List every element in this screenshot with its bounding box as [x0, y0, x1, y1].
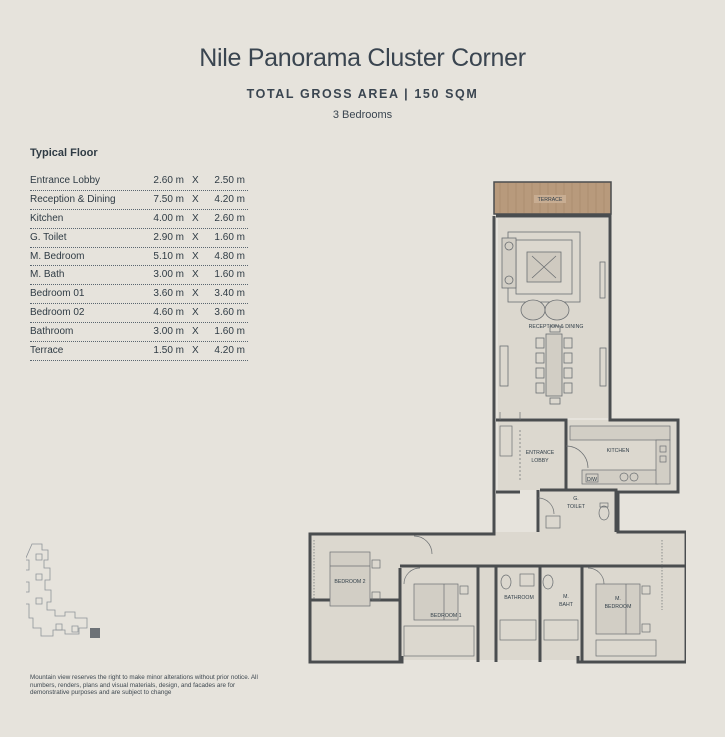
- room-width: 2.60 m: [153, 175, 184, 186]
- room-row: [30, 323, 248, 342]
- times-sign: X: [192, 345, 199, 357]
- room-length: 4.80 m: [214, 250, 245, 262]
- room-row: [30, 191, 248, 210]
- room-length: 3.40 m: [214, 288, 245, 300]
- times-sign: X: [192, 269, 199, 281]
- times-sign: X: [192, 175, 199, 186]
- room-name: Bedroom 01: [30, 288, 85, 300]
- room-width: 3.00 m: [153, 269, 184, 281]
- room-name: Entrance Lobby: [30, 175, 101, 186]
- kitchen-label: KITCHEN: [606, 448, 630, 454]
- room-name: M. Bath: [30, 269, 65, 281]
- room-row: [30, 248, 248, 267]
- terrace-label: TERRACE: [537, 197, 563, 203]
- total-area: TOTAL GROSS AREA | 150 SQM: [246, 87, 479, 101]
- room-name: Bathroom: [30, 326, 74, 338]
- reception-dining-label: RECEPTION & DINING: [528, 324, 584, 330]
- room-name: M. Bedroom: [30, 250, 85, 262]
- room-row: [30, 342, 248, 361]
- unit-location-marker: [90, 628, 100, 638]
- room-name: G. Toilet: [30, 231, 67, 243]
- master-bedroom-label-1: M.: [615, 596, 621, 602]
- room-name: Bedroom 02: [30, 307, 85, 319]
- room-length: 1.60 m: [214, 231, 245, 243]
- times-sign: X: [192, 250, 199, 262]
- master-bath-label-1: M.: [563, 594, 569, 600]
- room-length: 1.60 m: [214, 326, 245, 338]
- entrance-label-2: LOBBY: [531, 458, 549, 464]
- room-row: [30, 210, 248, 229]
- times-sign: X: [192, 326, 199, 338]
- room-row: [30, 229, 248, 248]
- room-width: 1.50 m: [153, 345, 184, 357]
- room-row: [30, 172, 248, 191]
- page-title: Nile Panorama Cluster Corner: [199, 44, 526, 72]
- room-dimensions-table: [30, 172, 248, 361]
- room-row: [30, 304, 248, 323]
- bathroom-label: BATHROOM: [504, 595, 534, 601]
- bedroom-count: 3 Bedrooms: [332, 109, 393, 121]
- times-sign: X: [192, 212, 199, 224]
- room-name: Kitchen: [30, 212, 64, 224]
- terrace: [494, 182, 611, 214]
- room-length: 1.60 m: [214, 269, 245, 281]
- room-length: 4.20 m: [214, 345, 245, 357]
- room-width: 5.10 m: [153, 250, 184, 262]
- room-width: 4.00 m: [153, 212, 184, 224]
- room-name: Reception & Dining: [30, 193, 116, 205]
- bedroom2-label: BEDROOM 2: [334, 579, 366, 585]
- room-width: 3.00 m: [153, 326, 184, 338]
- guest-toilet-label-2: TOILET: [566, 504, 586, 510]
- master-bath-label-2: BAHT: [559, 602, 573, 608]
- times-sign: X: [192, 288, 199, 300]
- room-length: 4.20 m: [214, 193, 245, 205]
- guest-toilet-label-1: G.: [573, 496, 579, 502]
- times-sign: X: [192, 193, 199, 205]
- master-bedroom-label-2: BEDROOM: [604, 604, 632, 610]
- room-row: [30, 266, 248, 285]
- room-name: Terrace: [30, 345, 64, 357]
- room-width: 7.50 m: [153, 193, 184, 205]
- times-sign: X: [192, 231, 199, 243]
- disclaimer: Mountain view reserves the right to make minor alterations without prior notice. All numbers, renders, plans and visual materials, design, and facades are for demonstrative purposes and are subject to change: [30, 674, 258, 697]
- key-plan: [26, 540, 106, 645]
- room-width: 4.60 m: [153, 307, 184, 319]
- room-length: 2.50 m: [214, 175, 245, 186]
- bedroom1-label: BEDROOM 1: [430, 613, 462, 619]
- room-row: [30, 285, 248, 304]
- room-width: 2.90 m: [153, 231, 184, 243]
- times-sign: X: [192, 307, 199, 319]
- floor-plan: [306, 181, 686, 665]
- section-title: Typical Floor: [30, 147, 98, 159]
- room-width: 3.60 m: [153, 288, 184, 300]
- dishwasher-label: D/W: [586, 477, 598, 483]
- room-length: 2.60 m: [214, 212, 245, 224]
- entrance-label-1: ENTRANCE: [525, 450, 555, 456]
- room-length: 3.60 m: [214, 307, 245, 319]
